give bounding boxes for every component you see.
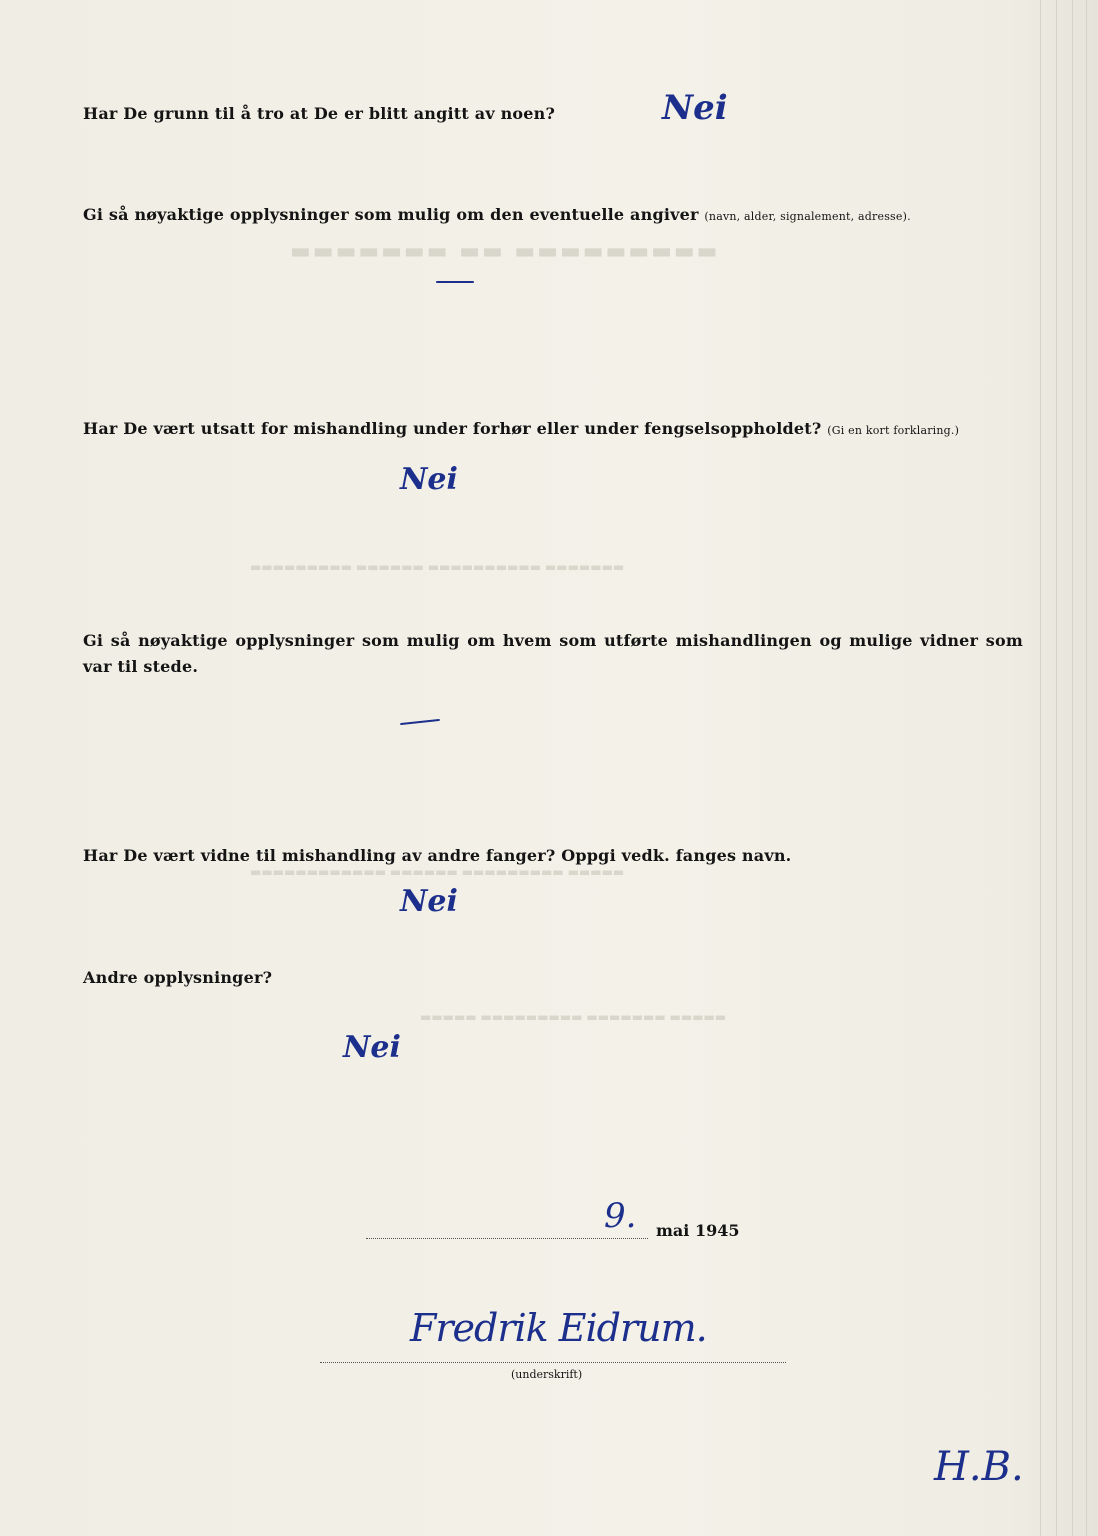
answer-hvem-utforte-dash [400, 719, 440, 725]
initials: H.B. [934, 1444, 1024, 1490]
bleed-through-heading: ▬▬▬▬▬▬▬ ▬▬ ▬▬▬▬▬▬▬▬▬ [290, 238, 720, 264]
signature-caption: (underskrift) [511, 1368, 583, 1381]
question-angiver-main: Gi så nøyaktige opplysninger som mulig om den eventuelle angiver [83, 205, 699, 224]
question-angiver-note: (navn, alder, signalement, adresse). [704, 210, 911, 223]
date-dotted-line [366, 1238, 648, 1239]
date-day: 9. [604, 1196, 637, 1236]
question-mishandling [83, 419, 959, 438]
question-mishandling-main: Har De vært utsatt for mishandling under forhør eller under fengselsoppholdet? [83, 419, 822, 438]
question-angitt: Har De grunn til å tro at De er blitt angitt av noen? [83, 104, 556, 123]
bleed-through-text: ▬▬▬▬▬▬▬▬▬ ▬▬▬▬▬▬ ▬▬▬▬▬▬▬▬▬▬ ▬▬▬▬▬▬▬ [250, 560, 625, 574]
page-edge [1086, 0, 1087, 1536]
page-edge [1072, 0, 1073, 1536]
bleed-through-text: ▬▬▬▬▬▬▬▬▬▬▬▬ ▬▬▬▬▬▬ ▬▬▬▬▬▬▬▬▬ ▬▬▬▬▬ [250, 865, 625, 879]
date-month-year: mai 1945 [656, 1221, 740, 1240]
answer-angiver-dash [436, 281, 474, 283]
page-edge [1056, 0, 1057, 1536]
question-angiver [83, 205, 911, 224]
question-vidne: Har De vært vidne til mishandling av andre fanger? Oppgi vedk. fanges navn. [83, 846, 792, 865]
answer-angitt: Nei [662, 88, 728, 128]
question-mishandling-note: (Gi en kort forklaring.) [827, 424, 960, 437]
question-hvem-utforte: Gi så nøyaktige opplysninger som mulig om hvem som utførte mishandlingen og mulige vidner som var til stede. [83, 631, 1023, 676]
signature: Fredrik Eidrum. [410, 1306, 707, 1350]
signature-dotted-line [320, 1362, 786, 1363]
answer-vidne: Nei [400, 884, 458, 919]
answer-andre: Nei [343, 1030, 401, 1065]
page-edge [1040, 0, 1041, 1536]
bleed-through-text: ▬▬▬▬▬ ▬▬▬▬▬▬▬▬▬ ▬▬▬▬▬▬▬ ▬▬▬▬▬ [420, 1010, 727, 1024]
question-andre: Andre opplysninger? [83, 968, 273, 987]
answer-mishandling: Nei [400, 462, 458, 497]
